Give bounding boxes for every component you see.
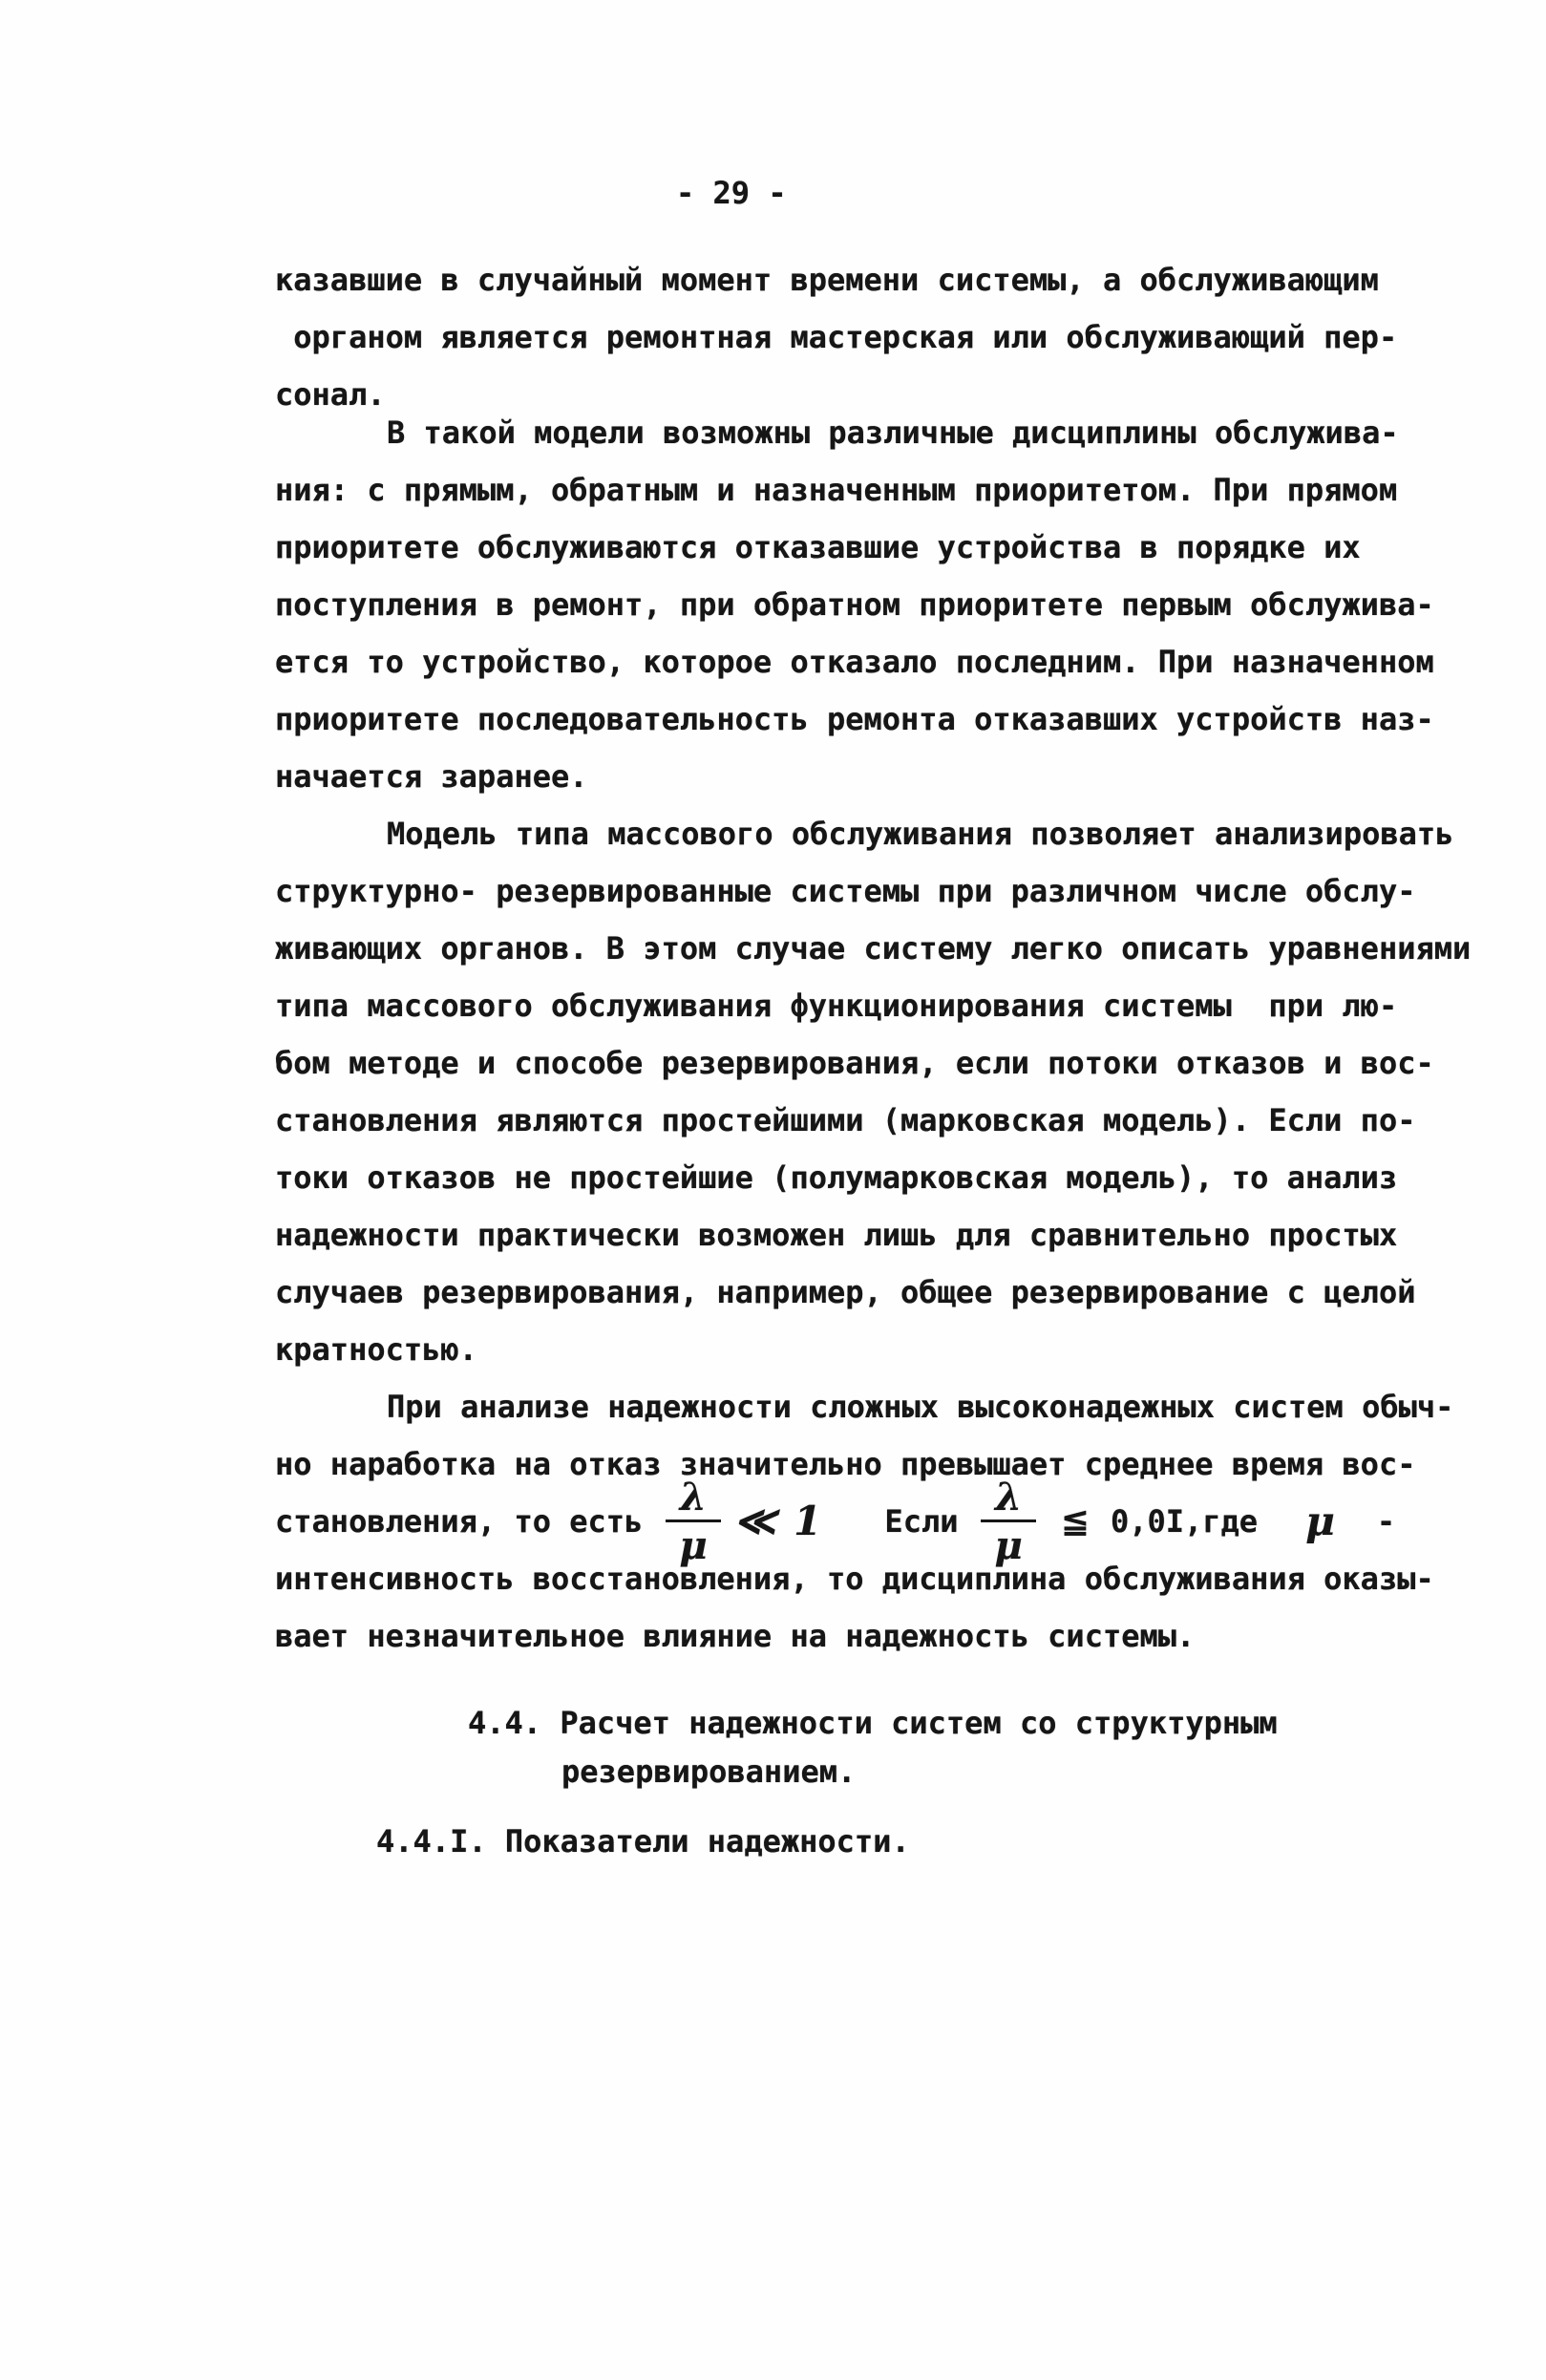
text-line: надежности практически возможен лишь для сравнительно простых [275,1217,1398,1253]
much-less-than-one: ≪ 1 [733,1498,824,1544]
text-line: структурно- резервированные системы при различном числе обслу- [275,873,1416,909]
text-line: но наработка на отказ значительно превышает среднее время вос- [275,1446,1416,1482]
lambda-symbol: λ [679,1474,707,1519]
text-line: ется то устройство, которое отказало последним. При назначенном [275,644,1434,680]
text-line: приоритете обслуживаются отказавшие устройства в порядке их [275,529,1361,565]
text-line: поступления в ремонт, при обратном приоритете первым обслужива- [275,586,1434,623]
section-heading-4-4 [275,1699,1430,1796]
text-line: становления являются простейшими (марковская модель). Если по- [275,1102,1416,1138]
text-line: вает незначительное влияние на надежность системы. [275,1618,1196,1654]
less-than-or-equal-icon: ≦ [1060,1501,1090,1541]
mu-symbol: μ [1305,1498,1335,1544]
formula-value: 0,0I,где [1110,1503,1259,1540]
text-line: В такой модели возможны различные дисциплины обслужива- [387,414,1399,451]
formula-mid-text: Если [884,1503,959,1540]
mu-symbol: μ [981,1519,1035,1565]
page-number: - 29 - [676,175,787,211]
text-line: живающих органов. В этом случае систему легко описать уравнениями [275,930,1472,967]
formula-prefix: становления, то есть [275,1503,644,1540]
text-line: кратностью. [275,1331,477,1368]
section-heading-line: 4.4. Расчет надежности систем со структурным [468,1705,1278,1741]
text-line: начается заранее. [275,758,588,795]
text-line: токи отказов не простейшие (полумарковская модель), то анализ [275,1159,1398,1196]
text-line: случаев резервирования, например, общее резервирование с целой [275,1274,1416,1310]
text-line: Модель типа массового обслуживания позволяет анализировать [387,816,1454,852]
subsection-heading-4-4-1: 4.4.I. Показатели надежности. [376,1823,910,1859]
text-line: интенсивность восстановления, то дисциплина обслуживания оказы- [275,1561,1434,1597]
text-line: сонал. [275,376,386,413]
text-line: ния: с прямым, обратным и назначенным приоритетом. При прямом [275,472,1398,508]
formula-dash: - [1376,1503,1396,1540]
mu-symbol: μ [666,1519,720,1565]
text-line: типа массового обслуживания функционирования системы при лю- [275,988,1398,1024]
section-heading-line: резервированием. [561,1753,857,1790]
text-line: бом методе и способе резервирования, если потоки отказов и вос- [275,1045,1434,1081]
text-line: органом является ремонтная мастерская или обслуживающий пер- [275,319,1398,355]
text-line: казавшие в случайный момент времени системы, а обслуживающим [275,262,1379,298]
formula-line [275,1474,1430,1568]
text-line: При анализе надежности сложных высоконадежных систем обыч- [387,1389,1454,1425]
lambda-symbol: λ [995,1474,1023,1519]
text-line: приоритете последовательность ремонта отказавших устройств наз- [275,701,1434,737]
text-block [275,251,1472,1866]
